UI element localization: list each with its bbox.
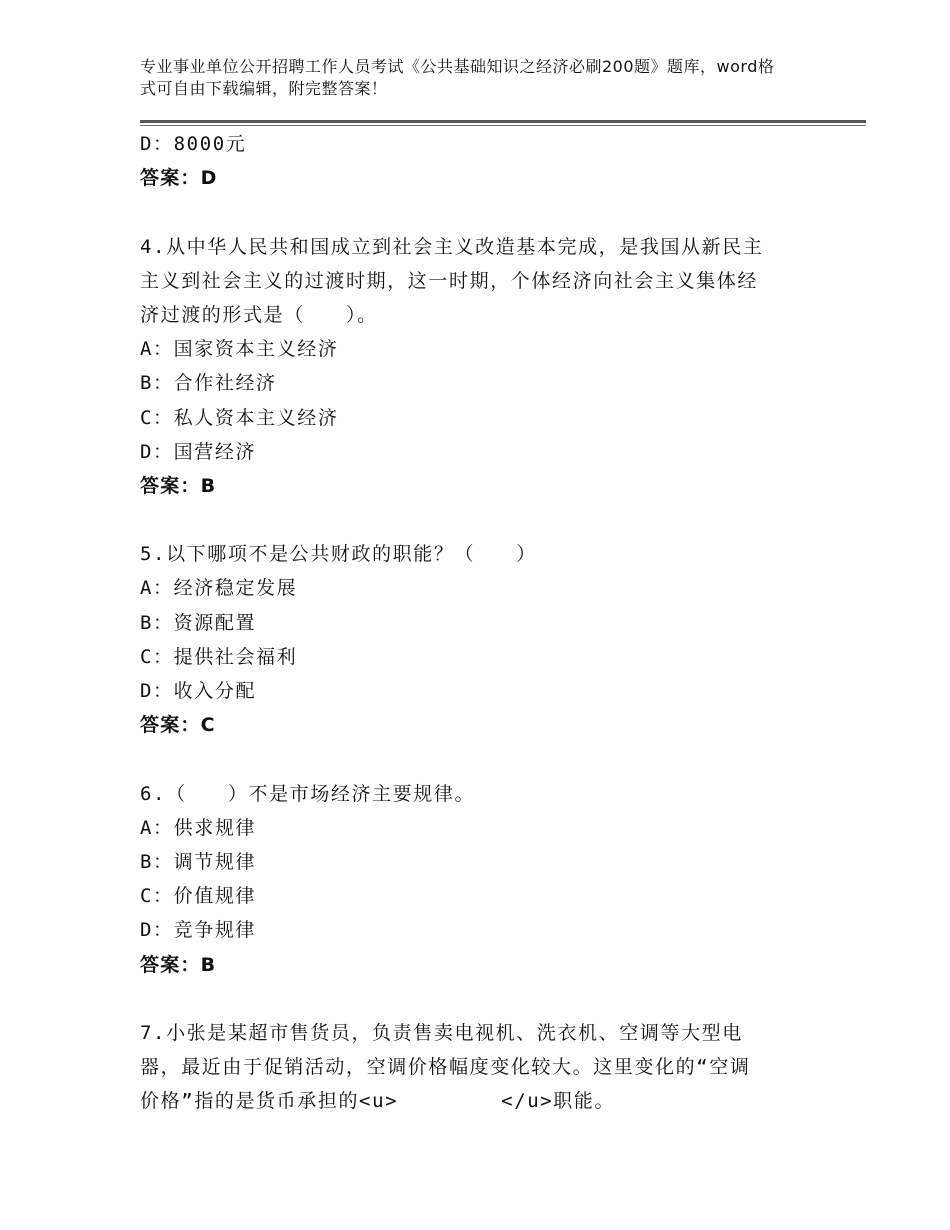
option-b: B：合作社经济 xyxy=(140,372,277,395)
question-block xyxy=(140,777,800,982)
option-a: A：经济稳定发展 xyxy=(140,577,298,600)
question-block xyxy=(140,230,800,504)
question-stem: 价格”指的是货币承担的<u> </u>职能。 xyxy=(140,1090,616,1113)
question-stem: 器，最近由于促销活动，空调价格幅度变化较大。这里变化的“空调 xyxy=(140,1056,751,1079)
question-stem: 4.从中华人民共和国成立到社会主义改造基本完成，是我国从新民主 xyxy=(140,235,764,258)
option-a: A：供求规律 xyxy=(140,816,257,839)
question-stem: 7.小张是某超市售货员，负责售卖电视机、洗衣机、空调等大型电 xyxy=(140,1021,743,1044)
answer-line: 答案：B xyxy=(140,474,217,497)
option-d: D：竞争规律 xyxy=(140,919,257,942)
option-c: C：提供社会福利 xyxy=(140,645,298,668)
question-stem: 主义到社会主义的过渡时期，这一时期，个体经济向社会主义集体经 xyxy=(140,269,759,292)
option-b: B：资源配置 xyxy=(140,611,257,634)
option-b: B：调节规律 xyxy=(140,850,257,873)
option-d: D：收入分配 xyxy=(140,680,257,702)
question-stem: 5.以下哪项不是公共财政的职能？（ ） xyxy=(140,543,537,566)
option-c: C：私人资本主义经济 xyxy=(140,406,339,429)
document-header: 专业事业单位公开招聘工作人员考试《公共基础知识之经济必刷200题》题库，word格式可自由下载编辑，附完整答案！ xyxy=(140,57,775,98)
question-stem: 6.（ ）不是市场经济主要规律。 xyxy=(140,782,476,805)
option-d: D：8000元 xyxy=(140,133,247,155)
header-divider-thin xyxy=(140,125,866,126)
header-divider xyxy=(140,120,866,123)
answer-line: 答案：B xyxy=(140,953,217,976)
question-stem: 济过渡的形式是（ ）。 xyxy=(140,303,378,326)
question-block xyxy=(140,537,800,742)
option-c: C：价值规律 xyxy=(140,885,257,908)
question-block xyxy=(140,1016,800,1119)
option-d: D：国营经济 xyxy=(140,440,257,463)
answer-line: 答案：D xyxy=(140,167,218,190)
answer-line: 答案：C xyxy=(140,714,216,737)
document-body xyxy=(140,127,800,1118)
option-a: A：国家资本主义经济 xyxy=(140,338,339,361)
